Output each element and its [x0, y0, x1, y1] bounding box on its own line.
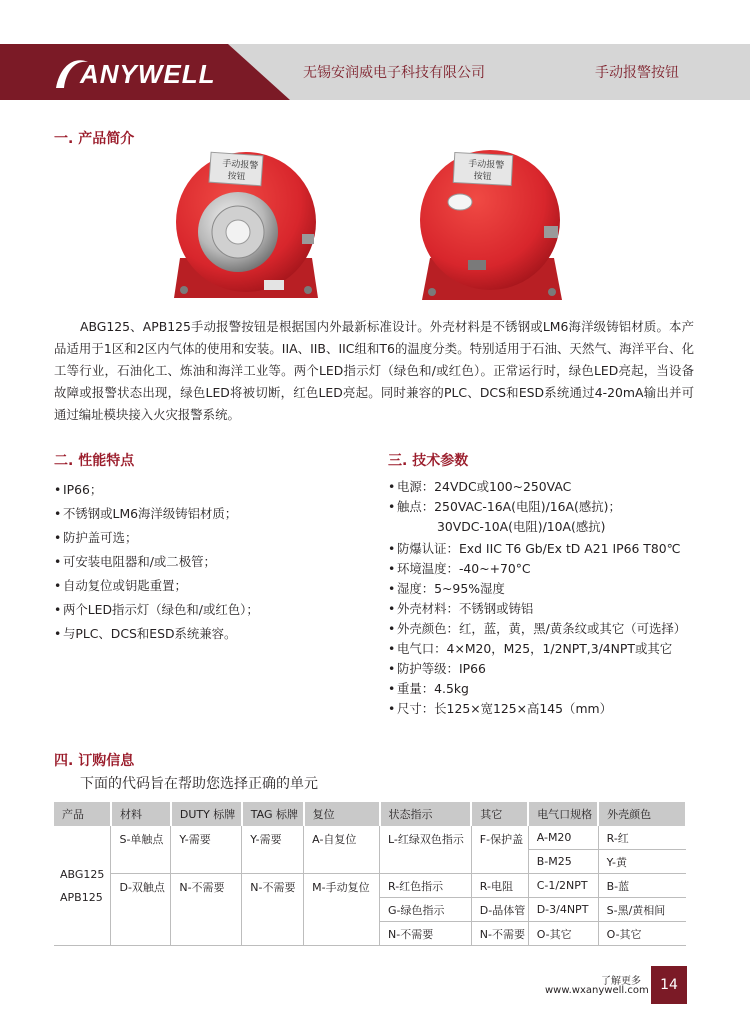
table-cell: C-1/2NPT — [528, 874, 598, 898]
spec-weight: • 重量：4.5kg — [388, 681, 469, 696]
table-cell: D-双触点 — [111, 874, 171, 946]
table-cell: N-不需要 — [242, 874, 304, 946]
list-item: • 不锈钢或LM6海洋级铸铝材质； — [54, 506, 238, 521]
table-cell: G-绿色指示 — [380, 898, 472, 922]
specs-title: 三. 技术参数 — [388, 453, 469, 469]
spec-power: • 电源：24VDC或100~250VAC — [388, 479, 572, 494]
list-item: • 自动复位或钥匙重置； — [54, 578, 187, 593]
footer-website-link[interactable]: www.wxanywell.com — [545, 985, 649, 996]
spec-explosion-cert: • 防爆认证：Exd IIC T6 Gb/Ex tD A21 IP66 T80℃ — [388, 541, 681, 556]
spec-protection: • 防护等级：IP66 — [388, 661, 486, 676]
table-header: 复位 — [304, 802, 380, 826]
table-cell: B-蓝 — [598, 874, 686, 898]
spec-humidity: • 湿度：5~95%湿度 — [388, 581, 505, 596]
table-cell: A-M20 — [528, 826, 598, 850]
table-cell: R-红 — [598, 826, 686, 850]
table-cell: A-自复位 — [304, 826, 380, 874]
page-header — [0, 44, 750, 100]
spec-contact: • 触点：250VAC-16A(电阻)/16A(感抗)； — [388, 499, 621, 514]
list-item: • 与PLC、DCS和ESD系统兼容。 — [54, 626, 237, 641]
table-cell: N-不需要 — [171, 874, 242, 946]
plate-text-line2: 按钮 — [227, 171, 246, 183]
table-header: 外壳颜色 — [598, 802, 686, 826]
page-number: 14 — [651, 966, 687, 1004]
table-cell: M-手动复位 — [304, 874, 380, 946]
product-code: APB125 — [60, 890, 103, 904]
logo-text: ANYWELL — [80, 59, 216, 89]
plate-text-line2: 按钮 — [473, 171, 492, 183]
spec-ambient-temp: • 环境温度：-40~+70°C — [388, 561, 531, 576]
table-cell: O-其它 — [598, 922, 686, 946]
intro-paragraph: ABG125、APB125手动报警按钮是根据国内外最新标准设计。外壳材料是不锈钢或LM6海洋级铸铝材质。本产品适用于1区和2区内气体的使用和安装。IIA、IIB、IIC组和T6的温度分类。特别适用于石油、天然气、海洋平台、化工等行业，石油化工、炼油和海洋工业等。两个LED指示灯（绿色和/或红色）。正常运行时，绿色LED亮起，当设备故障或报警状态出现，绿色LED将被切断，红色LED亮起。同时兼容的PLC、DCS和ESD系统通过4-20mA输出并可通过编址模块接入火灾报警系统。 — [54, 319, 694, 422]
features-title: 二. 性能特点 — [54, 453, 135, 469]
table-cell: L-红绿双色指示 — [380, 826, 472, 874]
table-header: 产品 — [54, 802, 111, 826]
table-cell: F-保护盖 — [471, 826, 528, 874]
plate-text-line1: 手动报警 — [467, 159, 505, 172]
order-title: 四. 订购信息 — [54, 753, 135, 769]
table-cell: R-电阻 — [471, 874, 528, 898]
product-cell — [54, 826, 111, 946]
table-row — [54, 826, 686, 850]
table-cell: Y-需要 — [171, 826, 242, 874]
header-company: 无锡安润威电子科技有限公司 — [303, 65, 485, 81]
table-cell: S-黑/黄相间 — [598, 898, 686, 922]
table-cell: D-3/4NPT — [528, 898, 598, 922]
header-product: 手动报警按钮 — [595, 65, 679, 81]
table-header: 其它 — [471, 802, 528, 826]
table-cell: N-不需要 — [471, 922, 528, 946]
intro-title: 一. 产品简介 — [54, 131, 135, 147]
spec-color: • 外壳颜色：红，蓝，黄，黑/黄条纹或其它（可选择） — [388, 621, 687, 636]
footer-more-label: 了解更多 — [601, 976, 641, 987]
table-cell: R-红色指示 — [380, 874, 472, 898]
list-item: • IP66； — [54, 482, 103, 497]
product-photo-abg125 — [166, 140, 326, 310]
product-photo-apb125 — [412, 140, 572, 310]
table-header: 状态指示 — [380, 802, 472, 826]
table-cell: O-其它 — [528, 922, 598, 946]
list-item: • 可安装电阻器和/或二极管； — [54, 554, 216, 569]
table-cell: S-单触点 — [111, 826, 171, 874]
table-header: TAG 标牌 — [242, 802, 304, 826]
specs-list — [388, 477, 686, 719]
table-cell: Y-需要 — [242, 826, 304, 874]
list-item: • 防护盖可选； — [54, 530, 138, 545]
spec-contact-line2: 30VDC-10A(电阻)/10A(感抗) — [437, 519, 606, 534]
table-header-row — [54, 802, 686, 826]
plate-text-line1: 手动报警 — [221, 159, 259, 172]
product-code: ABG125 — [60, 867, 105, 881]
table-cell: N-不需要 — [380, 922, 472, 946]
table-row — [54, 874, 686, 898]
order-table — [54, 802, 687, 946]
table-header: 电气口规格 — [528, 802, 598, 826]
table-cell: D-晶体管 — [471, 898, 528, 922]
list-item: • 两个LED指示灯（绿色和/或红色）； — [54, 602, 259, 617]
order-subtitle: 下面的代码旨在帮助您选择正确的单元 — [80, 776, 318, 792]
features-list — [54, 478, 259, 646]
table-cell: B-M25 — [528, 850, 598, 874]
spec-entry: • 电气口：4×M20，M25，1/2NPT,3/4NPT或其它 — [388, 641, 673, 656]
table-cell: Y-黄 — [598, 850, 686, 874]
table-header: DUTY 标牌 — [171, 802, 242, 826]
spec-material: • 外壳材料：不锈钢或铸铝 — [388, 601, 534, 616]
table-header: 材料 — [111, 802, 171, 826]
spec-size: • 尺寸：长125×宽125×高145（mm） — [388, 701, 612, 716]
